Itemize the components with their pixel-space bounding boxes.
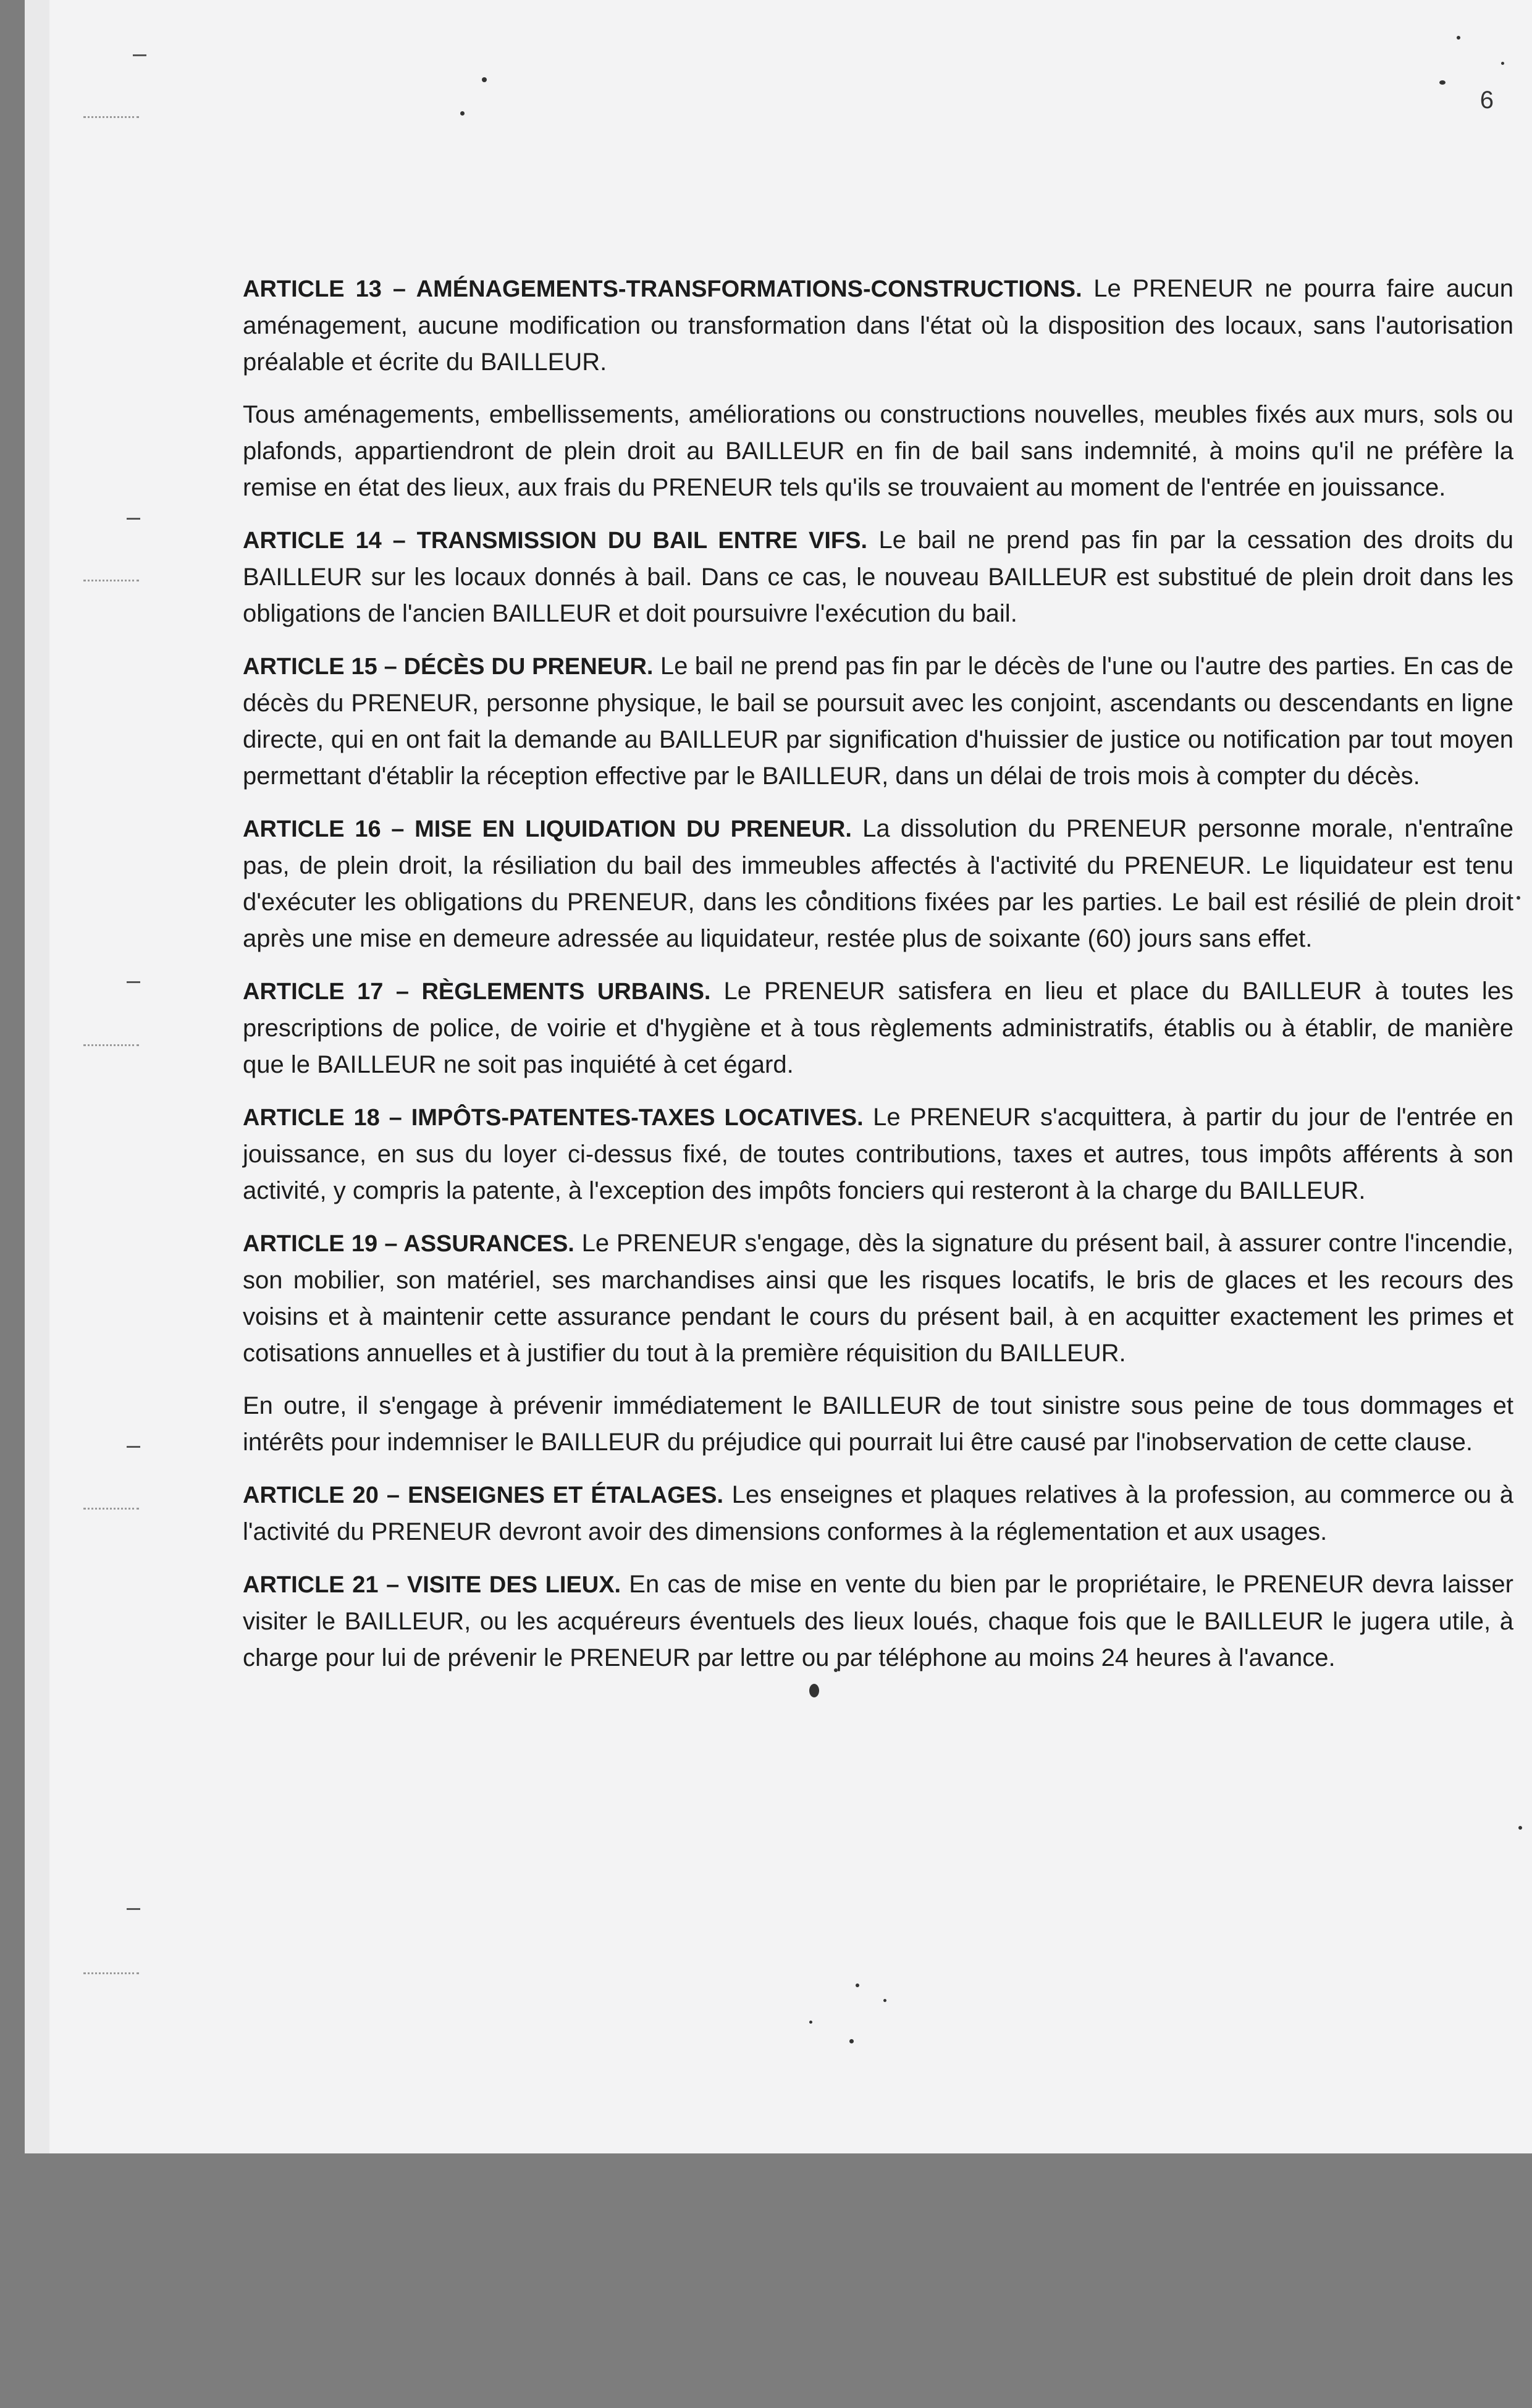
article-text: Le PRENEUR s'acquittera, à partir du jour de l'entrée en jouissance, en sus du loyer ci-dessus fixé, de toutes contributions, taxes et autres, tous impôts afférents à son activité, y compris la patente, à l'exception des impôts fonciers qui resteront à la charge du BAILLEUR. — [243, 1104, 1513, 1204]
article-13 — [243, 271, 1513, 381]
article-17 — [243, 973, 1513, 1083]
article-16 — [243, 811, 1513, 957]
article-text: Tous aménagements, embellissements, améliorations ou constructions nouvelles, meubles fixés aux murs, sols ou plafonds, appartiendront de plein droit au BAILLEUR en fin de bail sans indemnité, à moins qu'il ne préfère la remise en état des lieux, aux frais du PRENEUR tels qu'ils se trouvaient au moment de l'entrée en jouissance. — [243, 401, 1513, 501]
article-heading: ARTICLE 17 – RÈGLEMENTS URBAINS. — [243, 979, 711, 1005]
article-text: Les enseignes et plaques relatives à la profession, au commerce ou à l'activité du PRENEUR devront avoir des dimensions conformes à la réglementation et aux usages. — [243, 1481, 1513, 1545]
article-heading: ARTICLE 15 – DÉCÈS DU PRENEUR. — [243, 654, 654, 680]
article-20 — [243, 1477, 1513, 1550]
scan-speck — [1457, 36, 1460, 40]
scan-speck — [1501, 62, 1504, 65]
scan-mark — [83, 116, 139, 118]
scan-speck — [849, 2039, 854, 2043]
scan-speck — [1439, 80, 1446, 85]
article-heading: ARTICLE 20 – ENSEIGNES ET ÉTALAGES. — [243, 1482, 724, 1508]
article-heading: ARTICLE 21 – VISITE DES LIEUX. — [243, 1572, 621, 1598]
article-text: Le PRENEUR s'engage, dès la signature du présent bail, à assurer contre l'incendie, son mobilier, son matériel, ses marchandises ainsi que les risques locatifs, le bris de glaces et les recours des voisins et à maintenir cette assurance pendant le cours du présent bail, à en acquitter exactement les primes et cotisations annuelles et à justifier du tout à la première réquisition du BAILLEUR. — [243, 1230, 1513, 1367]
article-heading: ARTICLE 13 – AMÉNAGEMENTS-TRANSFORMATIONS-CONSTRUCTIONS. — [243, 276, 1082, 302]
article-text: En cas de mise en vente du bien par le propriétaire, le PRENEUR devra laisser visiter le BAILLEUR, ou les acquéreurs éventuels des lieux loués, chaque fois que le BAILLEUR le jugera utile, à charge pour lui de prévenir le PRENEUR par lettre ou par téléphone au moins 24 heures à l'avance. — [243, 1571, 1513, 1671]
article-heading: ARTICLE 16 – MISE EN LIQUIDATION DU PRENEUR. — [243, 816, 852, 842]
article-text: Le bail ne prend pas fin par la cessation des droits du BAILLEUR sur les locaux donnés à bail. Dans ce cas, le nouveau BAILLEUR est substitué de plein droit dans les obligations de l'ancien BAILLEUR et doit poursuivre l'exécution du bail. — [243, 526, 1513, 627]
page-number: 6 — [1479, 87, 1494, 114]
article-heading: ARTICLE 19 – ASSURANCES. — [243, 1231, 574, 1257]
article-text: La dissolution du PRENEUR personne morale, n'entraîne pas, de plein droit, la résiliation du bail des immeubles affectés à l'activité du PRENEUR. Le liquidateur est tenu d'exécuter les obligations du PRENEUR, dans les conditions fixées par les parties. Le bail est résilié de plein droit après une mise en demeure adressée au liquidateur, restée plus de soixante (60) jours sans effet. — [243, 815, 1514, 952]
article-list — [243, 271, 1513, 1692]
article-heading: ARTICLE 14 – TRANSMISSION DU BAIL ENTRE VIFS. — [243, 528, 868, 554]
scan-speck — [482, 77, 487, 82]
article-14 — [243, 522, 1513, 632]
scan-mark — [133, 54, 146, 56]
article-text: Le PRENEUR ne pourra faire aucun aménagement, aucune modification ou transformation dans l'état où la disposition des locaux, sans l'autorisation préalable et écrite du BAILLEUR. — [243, 275, 1513, 376]
article-text: Le PRENEUR satisfera en lieu et place du BAILLEUR à toutes les prescriptions de police, de voirie et d'hygiène et à tous règlements administratifs, établis ou à établir, de manière que le BAILLEUR ne soit pas inquiété à cet égard. — [243, 978, 1513, 1078]
scan-mark — [83, 1044, 139, 1046]
article-21 — [243, 1566, 1513, 1676]
article-18 — [243, 1099, 1513, 1209]
scan-mark — [83, 580, 139, 581]
scan-speck — [883, 1999, 886, 2002]
scan-mark — [127, 1908, 140, 1910]
scan-mark — [83, 1972, 139, 1974]
scan-mark — [127, 1446, 140, 1448]
scan-speck — [1517, 896, 1520, 900]
article-15 — [243, 648, 1513, 795]
scan-mark — [127, 518, 140, 520]
scan-mark — [83, 1508, 139, 1510]
article-13-continued — [243, 397, 1513, 506]
article-19 — [243, 1225, 1513, 1372]
scan-mark — [127, 981, 140, 983]
scan-speck — [809, 2021, 812, 2024]
article-heading: ARTICLE 18 – IMPÔTS-PATENTES-TAXES LOCATIVES. — [243, 1105, 864, 1131]
article-19-continued — [243, 1388, 1513, 1461]
scan-speck — [856, 1983, 859, 1987]
article-text: Le bail ne prend pas fin par le décès de l'une ou l'autre des parties. En cas de décès du PRENEUR, personne physique, le bail se poursuit avec les conjoint, ascendants ou descendants en ligne directe, qui en ont fait la demande au BAILLEUR par signification d'huissier de justice ou notification par tout moyen permettant d'établir la réception effective par le BAILLEUR, dans un délai de trois mois à compter du décès. — [243, 653, 1513, 790]
page-left-edge — [25, 0, 49, 2153]
scan-speck — [1518, 1826, 1522, 1830]
article-text: En outre, il s'engage à prévenir immédiatement le BAILLEUR de tout sinistre sous peine de tous dommages et intérêts pour indemniser le BAILLEUR du préjudice qui pourrait lui être causé par l'inobservation de cette clause. — [243, 1392, 1513, 1456]
scan-speck — [460, 111, 465, 116]
